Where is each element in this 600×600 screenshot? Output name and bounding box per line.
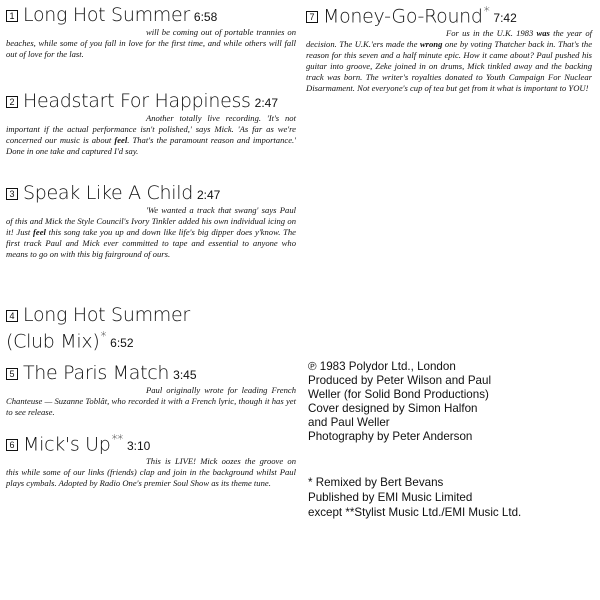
track-5 [6,362,296,418]
track-header [6,432,296,455]
track-duration: 6:58 [193,10,218,24]
track-title: Long Hot Summer [23,4,190,26]
track-duration: 3:10 [126,439,151,454]
producer-line: Produced by Peter Wilson and Paul [308,374,492,387]
track-duration: 2:47 [254,96,279,110]
track-1 [6,4,296,60]
track-title: Mick's Up** [23,432,123,456]
production-credits [308,360,598,444]
track-title: Money-Go-Round* [323,4,490,28]
track-duration: 2:47 [196,188,221,202]
track-header-line2 [6,329,296,352]
track-title: The Paris Match [23,362,170,384]
track-duration: 6:52 [110,336,134,351]
track-number: 6 [6,439,18,451]
track-title: Long Hot Summer [23,304,190,326]
cover-design-line: and Paul Weller [308,416,390,429]
track-header [6,304,296,326]
track-number: 1 [6,10,18,22]
track-number: 3 [6,188,18,200]
remix-note: * Remixed by Bert Bevans [308,476,444,489]
track-description: Another totally live recording. 'It's not important if the actual performance isn't polished,' says Mick. 'As far as we're concerned our music is about feel. That's the paramount reason and importance.' Done in one take and captured I'd say. [6,113,297,156]
track-number: 7 [306,11,318,23]
track-header [6,90,296,112]
track-description: For us in the U.K. 1983 was the year of decision. The U.K.'ers made the wrong one by voting Thatcher back in. That's the reason for this seven and a half minute epic. How it came about? Paul pushed his guitar into groove, Zeke joined in on drums, Mick tinkled away and the backing track was born. The writer's royalties donated to Youth Campaign For Nuclear Disarmament. Not everyone's cup of tea but get from it what is important to YOU! [306,28,593,94]
track-description: Paul originally wrote for leading French Chanteuse — Suzanne Toblât, who recorded it with a French lyric, though it has yet to see release. [6,385,296,417]
track-number: 4 [6,310,18,322]
track-2 [6,90,296,157]
producer-line: Weller (for Solid Bond Productions) [308,388,489,401]
publishing-credits [308,475,598,520]
track-title: Headstart For Happiness [23,90,251,112]
track-description: This is LIVE! Mick oozes the groove on this while some of our links (friends) clap and join in the background whilst Paul plays cymbals. Adopted by Radio One's premier Soul Show as its theme tune. [6,456,296,489]
track-header [306,4,592,27]
track-subtitle: (Club Mix)* [6,329,107,353]
track-6 [6,432,296,489]
publisher-exception: except **Stylist Music Ltd./EMI Music Ltd. [308,506,522,519]
publisher-line: Published by EMI Music Limited [308,491,473,504]
track-number: 2 [6,96,18,108]
cover-design-line: Cover designed by Simon Halfon [308,402,478,415]
track-header [6,4,296,26]
track-number: 5 [6,368,18,380]
track-4 [6,304,296,352]
track-description: 'We wanted a track that swang' says Paul of this and Mick the Style Council's Ivory Tinkler added his own individual icing on it! Just feel this song take you up and down like life's big dipper does y'know. The first track Paul and Mick ever committed to tape and essential to anyone who means to go on with this big fairground of ours. [6,205,296,259]
track-duration: 3:45 [173,368,197,382]
copyright-line: ℗ 1983 Polydor Ltd., London [308,360,456,373]
track-duration: 7:42 [493,11,517,26]
track-title: Speak Like A Child [23,182,193,204]
track-header [6,362,296,384]
track-header [6,182,296,204]
track-7 [306,4,592,94]
photography-line: Photography by Peter Anderson [308,430,473,443]
track-3 [6,182,296,260]
track-description: will be coming out of portable trannies on beaches, while some of you fall in love for the first time, and while others will fall out of love for the last. [6,27,296,59]
